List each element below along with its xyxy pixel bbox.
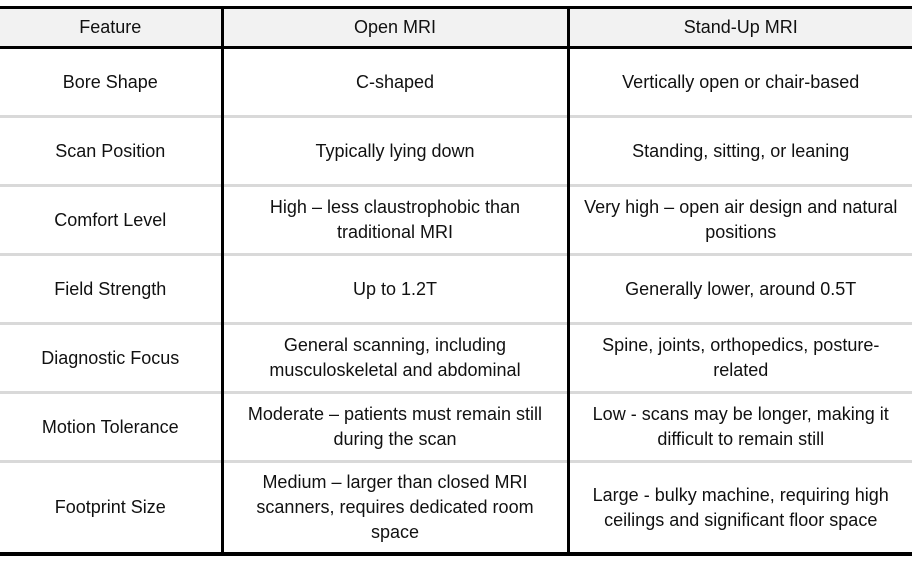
- standup-mri-cell: Spine, joints, orthopedics, posture-related: [568, 324, 912, 393]
- open-mri-cell: Up to 1.2T: [222, 255, 568, 324]
- feature-cell: Motion Tolerance: [41, 416, 179, 437]
- open-mri-cell: Medium – larger than closed MRI scanners, requires dedicated room space: [222, 462, 568, 555]
- header-open-mri: Open MRI: [222, 8, 568, 48]
- header-feature: Feature: [79, 17, 142, 37]
- table-row: [0, 462, 912, 555]
- feature-cell: Comfort Level: [54, 209, 167, 230]
- standup-mri-cell: Generally lower, around 0.5T: [568, 255, 912, 324]
- feature-cell: Diagnostic Focus: [41, 347, 180, 368]
- standup-mri-cell: Large - bulky machine, requiring high ceilings and significant floor space: [568, 462, 912, 555]
- standup-mri-cell: Vertically open or chair-based: [568, 48, 912, 117]
- table-body: [0, 48, 912, 555]
- standup-mri-cell: Very high – open air design and natural positions: [568, 186, 912, 255]
- open-mri-cell: Typically lying down: [222, 117, 568, 186]
- standup-mri-cell: Low - scans may be longer, making it difficult to remain still: [568, 393, 912, 462]
- table-row: [0, 324, 912, 393]
- open-mri-cell: Moderate – patients must remain still during the scan: [222, 393, 568, 462]
- open-mri-cell: C-shaped: [222, 48, 568, 117]
- table-row: [0, 48, 912, 117]
- feature-cell: Footprint Size: [54, 497, 166, 517]
- table-row: [0, 255, 912, 324]
- feature-cell: Scan Position: [55, 140, 166, 161]
- header-standup-mri: Stand-Up MRI: [568, 8, 912, 48]
- feature-cell: Bore Shape: [62, 71, 158, 92]
- table-header: [0, 8, 912, 48]
- table-row: [0, 117, 912, 186]
- feature-cell: Field Strength: [54, 278, 167, 299]
- table-row: [0, 393, 912, 462]
- table-row: [0, 186, 912, 255]
- standup-mri-cell: Standing, sitting, or leaning: [568, 117, 912, 186]
- comparison-table: [0, 6, 912, 556]
- open-mri-cell: General scanning, including musculoskeletal and abdominal: [222, 324, 568, 393]
- open-mri-cell: High – less claustrophobic than traditional MRI: [222, 186, 568, 255]
